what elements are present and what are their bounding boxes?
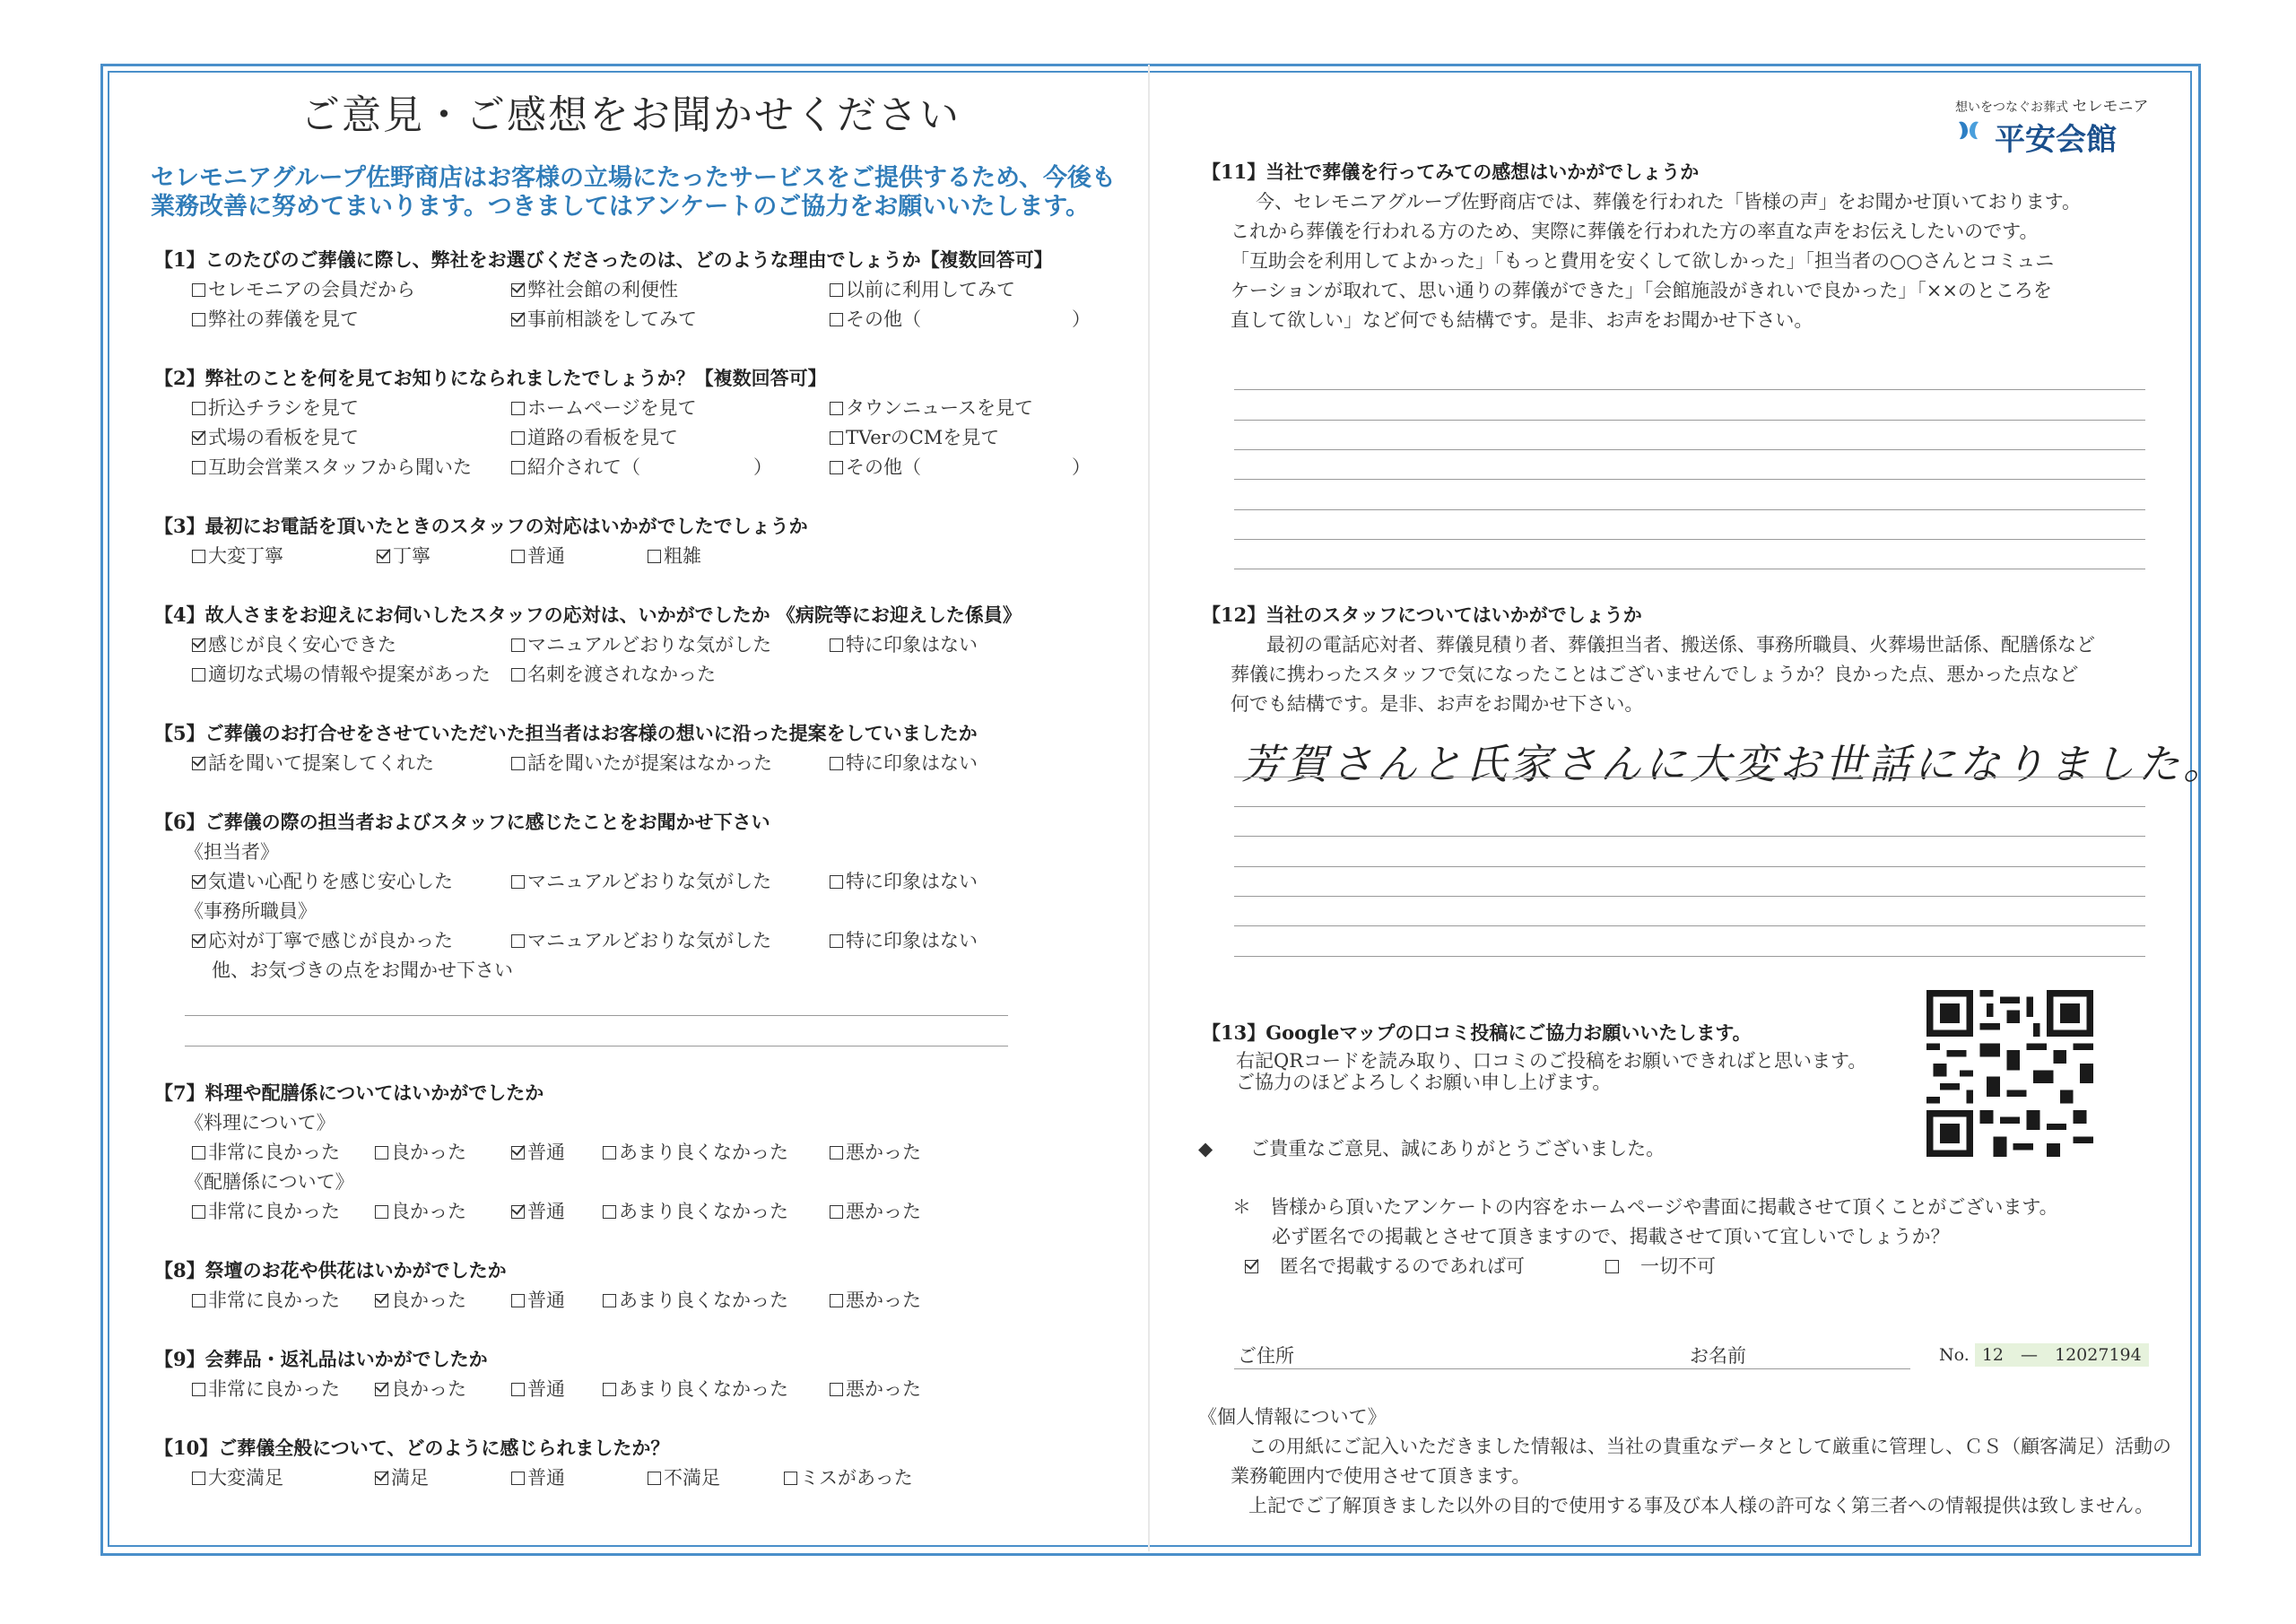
q1-option[interactable]: 弊社の葬儀を見て xyxy=(192,305,359,332)
checkbox[interactable] xyxy=(192,1205,205,1219)
q13-body-line: ご協力のほどよろしくお願い申し上げます。 xyxy=(1236,1072,1612,1093)
q6-option[interactable]: マニュアルどおりな気がした xyxy=(511,867,771,894)
checkbox[interactable] xyxy=(192,461,205,474)
checkbox-checked[interactable] xyxy=(375,1383,388,1396)
address-label: ご住所 xyxy=(1238,1345,1294,1367)
q4-option[interactable]: マニュアルどおりな気がした xyxy=(511,630,771,657)
q6-other-label: 他、お気づきの点をお聞かせ下さい xyxy=(212,960,513,981)
q6-option[interactable]: 特に印象はない xyxy=(830,867,978,894)
thanks-line: ◆ ご貴重なご意見、誠にありがとうございました。 xyxy=(1198,1138,1665,1159)
checkbox[interactable] xyxy=(648,1472,661,1485)
q10-option[interactable]: 満足 xyxy=(375,1463,429,1490)
q8-option[interactable]: 悪かった xyxy=(830,1286,921,1313)
checkbox[interactable] xyxy=(648,550,661,563)
q3-option[interactable]: 粗雑 xyxy=(648,542,701,569)
q13-body-line: 右記QRコードを読み取り、口コミのご投稿をお願いできればと思います。 xyxy=(1236,1050,1867,1072)
checkbox-checked[interactable] xyxy=(375,1472,388,1485)
checkbox[interactable] xyxy=(603,1146,616,1159)
q7-option[interactable]: 非常に良かった xyxy=(192,1138,340,1165)
q6-option[interactable]: 応対が丁寧で感じが良かった xyxy=(192,926,453,953)
q5-option[interactable]: 話を聞いて提案してくれた xyxy=(192,749,434,776)
q6-sub-office: 《事務所職員》 xyxy=(185,900,317,922)
q2-option[interactable]: 式場の看板を見て xyxy=(192,423,359,450)
logo-mark-icon xyxy=(1955,117,1982,143)
q7-option[interactable]: 普通 xyxy=(511,1197,565,1224)
q12-write-line[interactable] xyxy=(1234,956,2145,957)
q1-option[interactable]: 弊社会館の利便性 xyxy=(511,275,678,302)
q4-option[interactable]: 特に印象はない xyxy=(830,630,978,657)
q11-write-line[interactable] xyxy=(1234,479,2145,480)
checkbox[interactable] xyxy=(830,875,843,889)
q6-option[interactable]: 気遣い心配りを感じ安心した xyxy=(192,867,453,894)
q11-body-line: 今、セレモニアグループ佐野商店では、葬儀を行われた「皆様の声」をお聞かせ頂いております。 xyxy=(1256,191,2082,213)
q3-label: 【3】最初にお電話を頂いたときのスタッフの対応はいかがでしたでしょうか xyxy=(154,515,808,537)
q7-option[interactable]: 非常に良かった xyxy=(192,1197,340,1224)
checkbox[interactable] xyxy=(375,1205,388,1219)
q12-write-line[interactable] xyxy=(1234,896,2145,897)
checkbox[interactable] xyxy=(192,1294,205,1307)
checkbox[interactable] xyxy=(830,1146,843,1159)
checkbox-checked[interactable] xyxy=(511,313,525,326)
q8-option[interactable]: 非常に良かった xyxy=(192,1286,340,1313)
q5-label: 【5】ご葬儀のお打合せをさせていただいた担当者はお客様の想いに沿った提案をしていましたか xyxy=(154,722,978,744)
name-label: お名前 xyxy=(1690,1345,1746,1367)
q12-body-line: 何でも結構です。是非、お声をお聞かせ下さい。 xyxy=(1231,693,1644,715)
name-field[interactable] xyxy=(1686,1368,1910,1369)
q11-body-line: 「互助会を利用してよかった」「もっと費用を安くして欲しかった」「担当者の○○さんとコミュニ xyxy=(1231,250,2055,272)
center-fold xyxy=(1148,65,1150,1551)
checkbox[interactable] xyxy=(830,313,843,326)
checkbox[interactable] xyxy=(1605,1260,1619,1273)
checkbox[interactable] xyxy=(830,934,843,948)
checkbox-checked[interactable] xyxy=(192,638,205,652)
checkbox[interactable] xyxy=(511,550,525,563)
checkbox-checked[interactable] xyxy=(511,1146,525,1159)
checkbox[interactable] xyxy=(511,402,525,415)
q4-option[interactable]: 適切な式場の情報や提案があった xyxy=(192,660,491,687)
q11-write-line[interactable] xyxy=(1234,389,2145,390)
q11-write-line[interactable] xyxy=(1234,449,2145,450)
q2-option[interactable]: ホームページを見て xyxy=(511,394,697,421)
q9-option[interactable]: 普通 xyxy=(511,1375,565,1402)
q11-write-line[interactable] xyxy=(1234,420,2145,421)
checkbox[interactable] xyxy=(192,313,205,326)
q9-option[interactable]: 良かった xyxy=(375,1375,466,1402)
checkbox[interactable] xyxy=(511,875,525,889)
q11-write-line[interactable] xyxy=(1234,509,2145,510)
q10-option[interactable]: ミスがあった xyxy=(784,1463,913,1490)
q6-write-line[interactable] xyxy=(185,1015,1008,1016)
q11-body-line: ケーションが取れて、思い通りの葬儀ができた」「会館施設がきれいで良かった」「××のところを xyxy=(1231,280,2052,301)
q12-label: 【12】当社のスタッフについてはいかがでしょうか xyxy=(1202,604,1642,626)
q6-label: 【6】ご葬儀の際の担当者およびスタッフに感じたことをお聞かせ下さい xyxy=(154,811,770,833)
checkbox[interactable] xyxy=(192,283,205,297)
q9-option[interactable]: あまり良くなかった xyxy=(603,1375,788,1402)
checkbox[interactable] xyxy=(830,402,843,415)
q7-option[interactable]: 良かった xyxy=(375,1197,466,1224)
q2-option[interactable]: 互助会営業スタッフから聞いた xyxy=(192,453,472,480)
q7-option[interactable]: 悪かった xyxy=(830,1197,921,1224)
checkbox-checked[interactable] xyxy=(192,934,205,948)
checkbox[interactable] xyxy=(375,1146,388,1159)
q3-option[interactable]: 丁寧 xyxy=(377,542,430,569)
qr-code-icon[interactable] xyxy=(1926,990,2093,1157)
checkbox[interactable] xyxy=(511,1383,525,1396)
checkbox[interactable] xyxy=(511,1294,525,1307)
q4-option[interactable]: 感じが良く安心できた xyxy=(192,630,396,657)
checkbox[interactable] xyxy=(603,1294,616,1307)
logo-name: 平安会館 xyxy=(1995,122,2117,158)
q7-option[interactable]: あまり良くなかった xyxy=(603,1197,788,1224)
checkbox[interactable] xyxy=(192,1472,205,1485)
q7-sub-server: 《配膳係について》 xyxy=(185,1171,354,1193)
q2-option[interactable]: 道路の看板を見て xyxy=(511,423,678,450)
checkbox[interactable] xyxy=(603,1383,616,1396)
q2-option[interactable]: タウンニュースを見て xyxy=(830,394,1033,421)
checkbox-checked[interactable] xyxy=(377,550,390,563)
publish-option-anonymous[interactable]: 匿名で掲載するのであれば可 xyxy=(1245,1252,1525,1279)
q11-write-line[interactable] xyxy=(1234,539,2145,540)
checkbox[interactable] xyxy=(511,668,525,682)
checkbox[interactable] xyxy=(192,1146,205,1159)
q9-label: 【9】会葬品・返礼品はいかがでしたか xyxy=(154,1348,488,1370)
q11-body-line: 直して欲しい」など何でも結構です。是非、お声をお聞かせ下さい。 xyxy=(1231,309,1813,331)
q5-option[interactable]: 特に印象はない xyxy=(830,749,978,776)
q3-option[interactable]: 大変丁寧 xyxy=(192,542,283,569)
q3-option[interactable]: 普通 xyxy=(511,542,565,569)
page-title: ご意見・ご感想をお聞かせください xyxy=(300,92,961,138)
q7-label: 【7】料理や配膳係についてはいかがでしたか xyxy=(154,1081,544,1104)
q9-option[interactable]: 非常に良かった xyxy=(192,1375,340,1402)
q12-write-line[interactable] xyxy=(1234,836,2145,837)
q1-option[interactable]: セレモニアの会員だから xyxy=(192,275,415,302)
checkbox-checked[interactable] xyxy=(375,1294,388,1307)
checkbox[interactable] xyxy=(603,1205,616,1219)
checkbox-checked[interactable] xyxy=(1245,1260,1258,1273)
q2-option[interactable]: 折込チラシを見て xyxy=(192,394,359,421)
q1-option[interactable]: 以前に利用してみて xyxy=(830,275,1015,302)
q12-write-line[interactable] xyxy=(1234,866,2145,867)
q6-option[interactable]: 特に印象はない xyxy=(830,926,978,953)
q12-write-line[interactable] xyxy=(1234,925,2145,926)
q5-option[interactable]: 話を聞いたが提案はなかった xyxy=(511,749,772,776)
q12-body-line: 葬儀に携わったスタッフで気になったことはございませんでしょうか？良かった点、悪かった点など xyxy=(1231,664,2079,685)
q1-option[interactable]: その他（ ） xyxy=(830,305,1091,332)
checkbox[interactable] xyxy=(511,934,525,948)
q12-body-line: 最初の電話応対者、葬儀見積り者、葬儀担当者、搬送係、事務所職員、火葬場世話係、配膳係など xyxy=(1266,634,2095,656)
q1-label: 【1】このたびのご葬儀に際し、弊社をお選びくださったのは、どのような理由でしょうか【複数回答可】 xyxy=(154,248,1053,271)
checkbox-checked[interactable] xyxy=(192,875,205,889)
checkbox[interactable] xyxy=(511,461,525,474)
q6-option[interactable]: マニュアルどおりな気がした xyxy=(511,926,771,953)
q6-sub-tantousha: 《担当者》 xyxy=(185,841,279,863)
checkbox[interactable] xyxy=(830,1383,843,1396)
q4-option[interactable]: 名刺を渡されなかった xyxy=(511,660,716,687)
privacy-line: 業務範囲内で使用させて頂きます。 xyxy=(1231,1465,1531,1487)
checkbox-checked[interactable] xyxy=(192,757,205,770)
checkbox[interactable] xyxy=(192,550,205,563)
form-number: No. 12 — 12027194 xyxy=(1939,1342,2149,1366)
q7-option[interactable]: 普通 xyxy=(511,1138,565,1165)
logo-tagline: 想いをつなぐお葬式 セレモニア xyxy=(1955,98,2149,116)
q2-option[interactable]: 紹介されて（ ） xyxy=(511,453,772,480)
publish-option-refuse[interactable]: 一切不可 xyxy=(1605,1252,1716,1279)
publish-line-1: ＊ 皆様から頂いたアンケートの内容をホームページや書面に掲載させて頂くことがございます。 xyxy=(1232,1196,2058,1218)
checkbox-checked[interactable] xyxy=(511,283,525,297)
q10-label: 【10】ご葬儀全般について、どのように感じられましたか？ xyxy=(154,1437,670,1459)
q8-option[interactable]: 普通 xyxy=(511,1286,565,1313)
q7-option[interactable]: 良かった xyxy=(375,1138,466,1165)
checkbox[interactable] xyxy=(511,431,525,445)
privacy-line: 上記でご了解頂きました以外の目的で使用する事及び本人様の許可なく第三者への情報提供は致しません。 xyxy=(1248,1495,2154,1516)
q7-option[interactable]: あまり良くなかった xyxy=(603,1138,788,1165)
q10-option[interactable]: 大変満足 xyxy=(192,1463,283,1490)
privacy-line: この用紙にご記入いただきました情報は、当社の貴重なデータとして厳重に管理し、ＣＳ（顧客満足）活動の xyxy=(1248,1436,2171,1457)
q7-sub-food: 《料理について》 xyxy=(185,1112,335,1133)
intro-line-2: 業務改善に努めてまいります。つきましてはアンケートのご協力をお願いいたします。 xyxy=(151,193,1091,221)
q4-label: 【4】故人さまをお迎えにお伺いしたスタッフの応対は、いかがでしたか 《病院等にお迎えした係員》 xyxy=(154,604,1022,626)
publish-line-2: 必ず匿名での掲載とさせて頂きますので、掲載させて頂いて宜しいでしょうか？ xyxy=(1272,1226,1950,1247)
checkbox[interactable] xyxy=(511,638,525,652)
q1-option[interactable]: 事前相談をしてみて xyxy=(511,305,697,332)
checkbox[interactable] xyxy=(830,283,843,297)
q13-label: 【13】Googleマップの口コミ投稿にご協力お願いいたします。 xyxy=(1202,1021,1752,1044)
checkbox[interactable] xyxy=(830,1294,843,1307)
checkbox[interactable] xyxy=(192,1383,205,1396)
q12-handwritten-answer: 芳賀さんと氏家さんに大変お世話になりました。 xyxy=(1241,740,2228,788)
q9-option[interactable]: 悪かった xyxy=(830,1375,921,1402)
checkbox[interactable] xyxy=(830,431,843,445)
checkbox[interactable] xyxy=(192,402,205,415)
checkbox[interactable] xyxy=(830,461,843,474)
q2-option[interactable]: その他（ ） xyxy=(830,453,1091,480)
q11-label: 【11】当社で葬儀を行ってみての感想はいかがでしょうか xyxy=(1202,161,1700,183)
checkbox-checked[interactable] xyxy=(192,431,205,445)
q8-label: 【8】祭壇のお花や供花はいかがでしたか xyxy=(154,1259,507,1281)
privacy-heading: 《個人情報について》 xyxy=(1198,1406,1387,1428)
q7-option[interactable]: 悪かった xyxy=(830,1138,921,1165)
checkbox[interactable] xyxy=(784,1472,797,1485)
address-field[interactable] xyxy=(1234,1368,1727,1369)
checkbox-checked[interactable] xyxy=(511,1205,525,1219)
q10-option[interactable]: 不満足 xyxy=(648,1463,720,1490)
checkbox[interactable] xyxy=(830,757,843,770)
q8-option[interactable]: 良かった xyxy=(375,1286,466,1313)
q2-label: 【2】弊社のことを何を見てお知りになられましたでしょうか？【複数回答可】 xyxy=(154,367,827,389)
q12-write-line[interactable] xyxy=(1234,806,2145,807)
intro-line-1: セレモニアグループ佐野商店はお客様の立場にたったサービスをご提供するため、今後も xyxy=(151,164,1116,192)
q2-option[interactable]: TVerのCMを見て xyxy=(830,423,999,450)
q11-body-line: これから葬儀を行われる方のため、実際に葬儀を行われた方の率直な声をお伝えしたいのです。 xyxy=(1231,221,2039,242)
checkbox[interactable] xyxy=(830,638,843,652)
checkbox[interactable] xyxy=(511,1472,525,1485)
checkbox[interactable] xyxy=(511,757,525,770)
q8-option[interactable]: あまり良くなかった xyxy=(603,1286,788,1313)
checkbox[interactable] xyxy=(830,1205,843,1219)
q10-option[interactable]: 普通 xyxy=(511,1463,565,1490)
checkbox[interactable] xyxy=(192,668,205,682)
